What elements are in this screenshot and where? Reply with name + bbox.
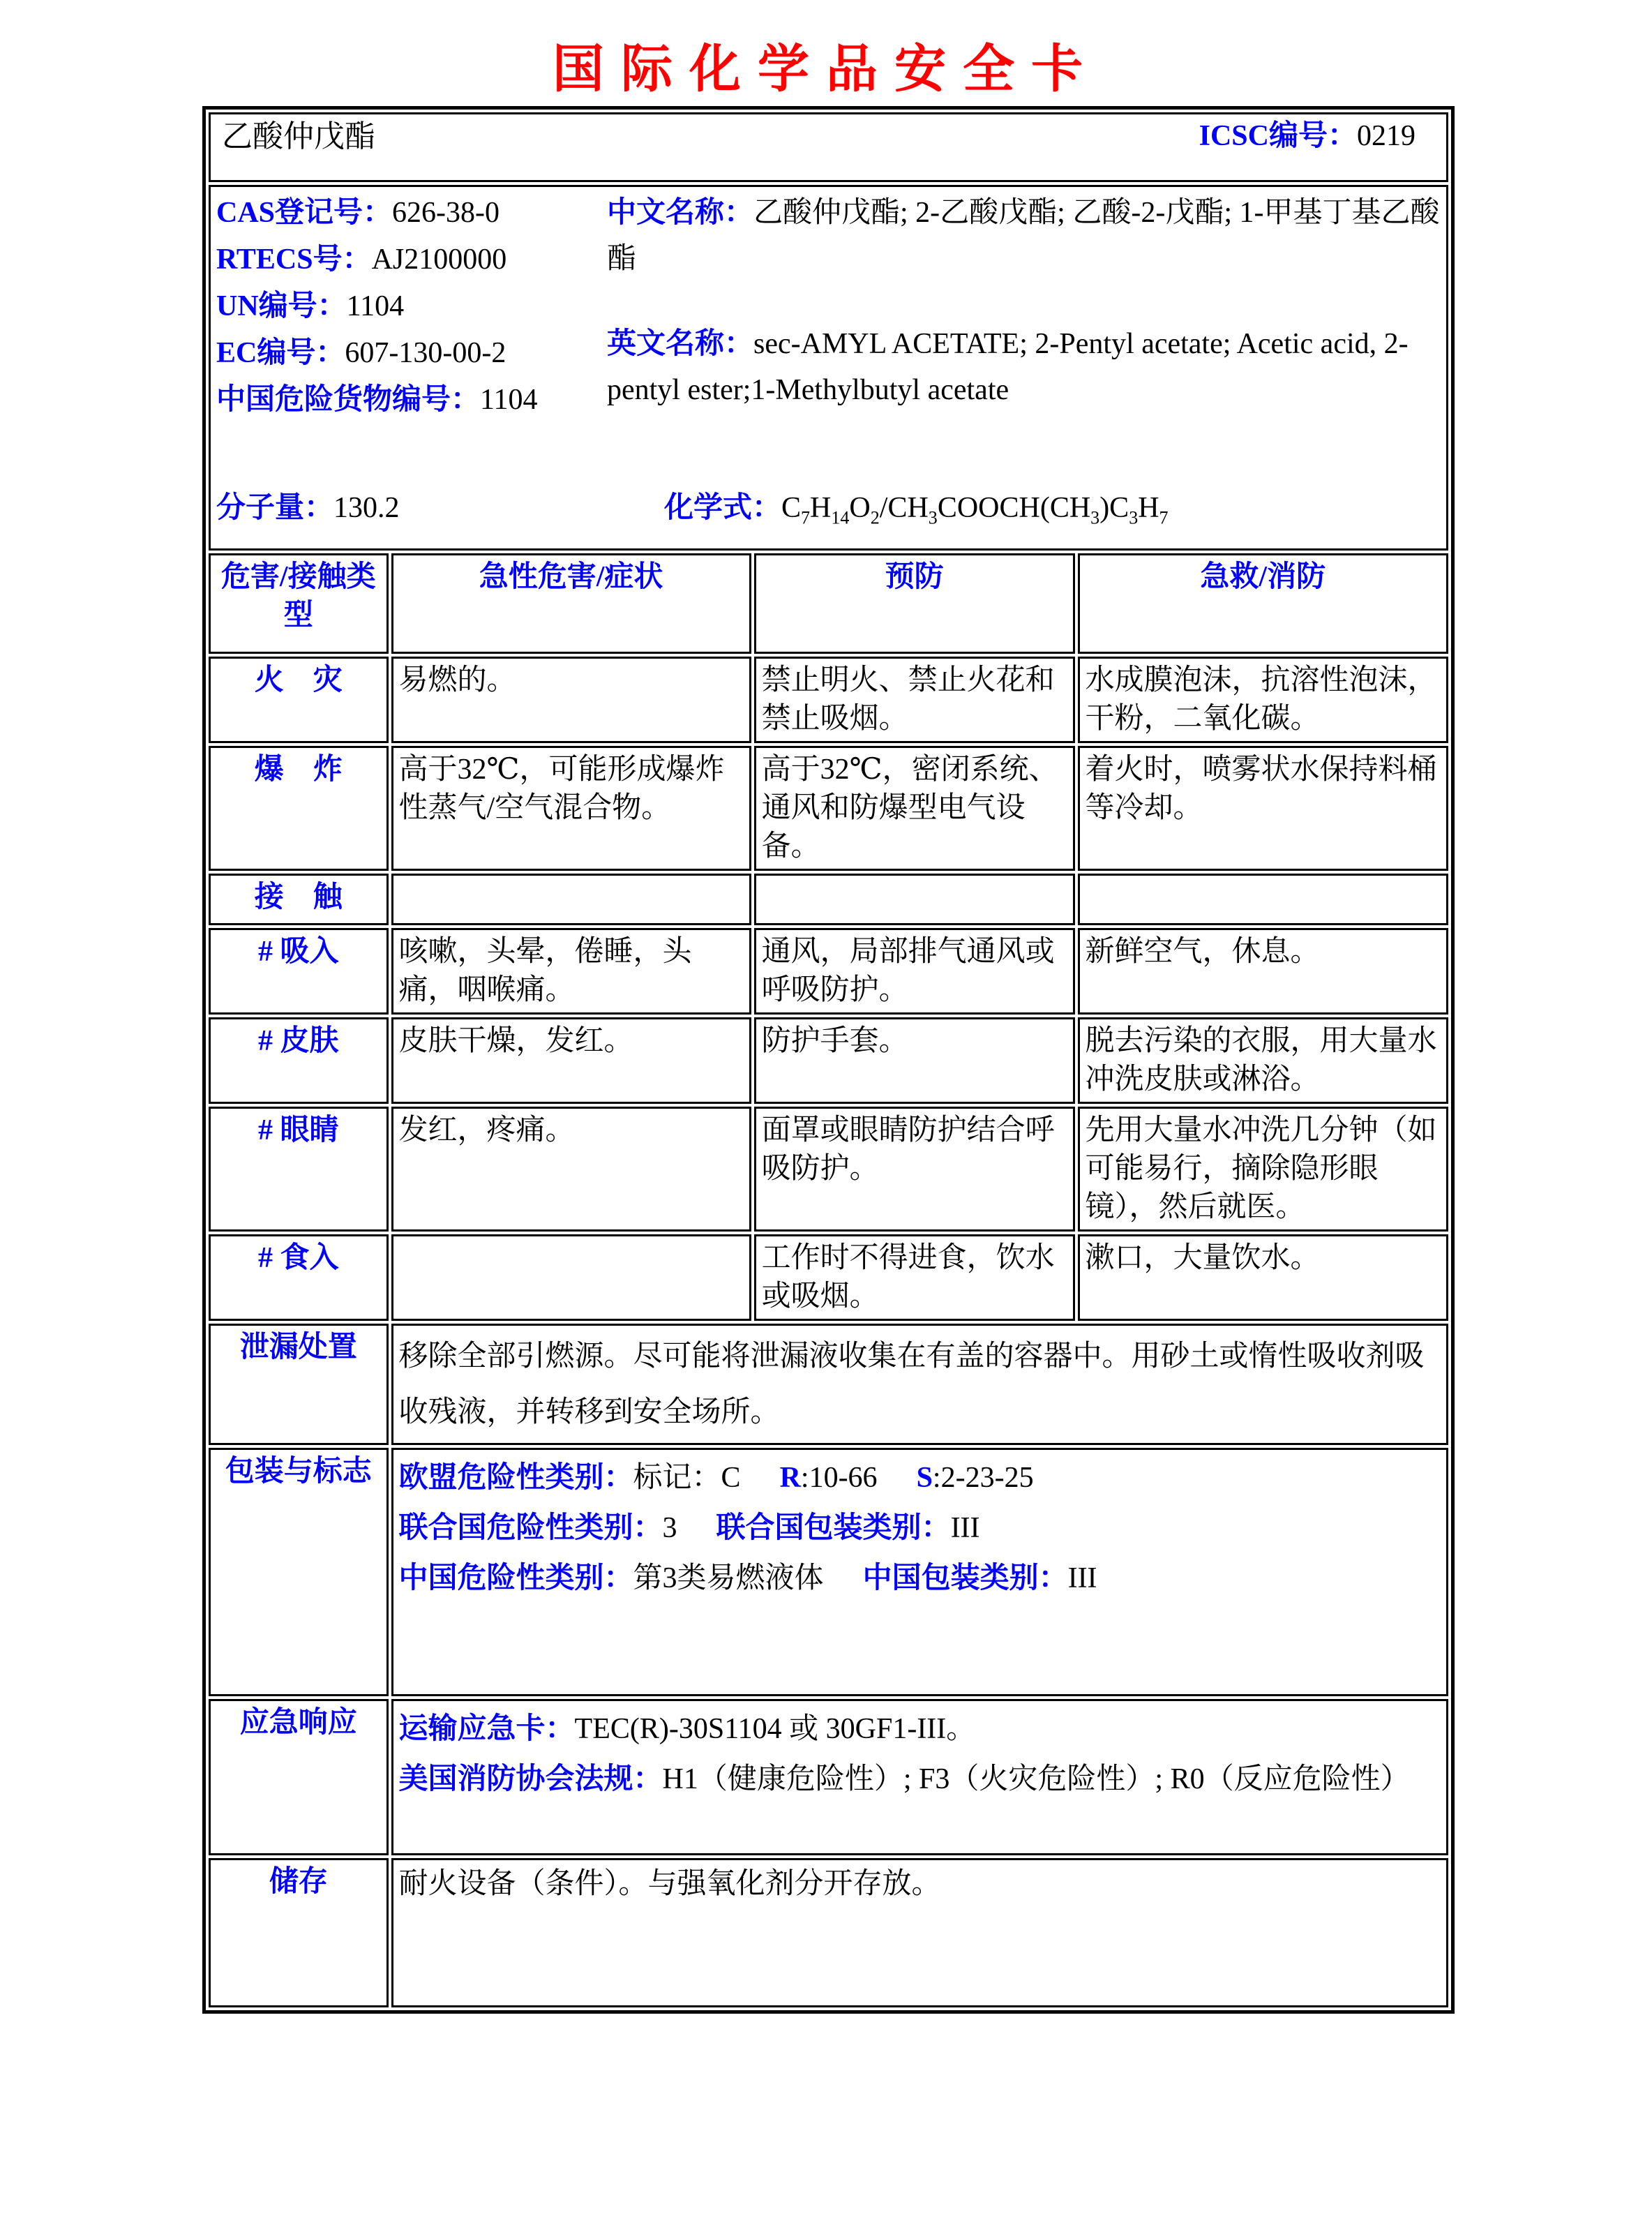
- skin-prevention: 防护手套。: [754, 1017, 1075, 1104]
- s-phrase-value: :2-23-25: [932, 1462, 1034, 1494]
- ec-line: [216, 330, 607, 377]
- un-class-line: [399, 1503, 1441, 1553]
- name-row-cell: [209, 112, 1448, 182]
- english-name-label: 英文名称：: [607, 328, 754, 360]
- header-hazard-type: 危害/接触类型: [209, 553, 389, 654]
- spill-text: 移除全部引燃源。尽可能将泄漏液收集在有盖的容器中。用砂土或惰性吸收剂吸收残液，并转移到安全场所。: [398, 1340, 1425, 1428]
- eu-class-line: [399, 1453, 1441, 1503]
- exposure-prevention: [754, 874, 1075, 925]
- ingestion-response: 漱口，大量饮水。: [1078, 1234, 1448, 1321]
- storage-label: 储存: [209, 1858, 389, 2007]
- skin-label: # 皮肤: [209, 1017, 389, 1104]
- inhalation-prevention: 通风，局部排气通风或呼吸防护。: [754, 928, 1075, 1015]
- chinese-name-value: 乙酸仲戊酯; 2-乙酸戊酯; 乙酸-2-戊酯; 1-甲基丁基乙酸酯: [607, 197, 1440, 275]
- fire-row: [209, 657, 1448, 743]
- exposure-symptoms: [391, 874, 751, 925]
- inhalation-symptoms: 咳嗽，头晕，倦睡，头痛，咽喉痛。: [391, 928, 751, 1015]
- inhalation-response: 新鲜空气，休息。: [1078, 928, 1448, 1015]
- header-acute-symptoms: 急性危害/症状: [391, 553, 751, 654]
- ingestion-symptoms: [391, 1234, 751, 1321]
- nfpa-value: H1（健康危险性）; F3（火灾危险性）; R0（反应危险性）: [662, 1763, 1410, 1795]
- cn-pack-value: III: [1067, 1562, 1097, 1594]
- fire-response: 水成膜泡沫，抗溶性泡沫，干粉，二氧化碳。: [1078, 657, 1448, 743]
- header-firstaid-fire: 急救/消防: [1078, 553, 1448, 654]
- china-dg-line: [216, 377, 607, 424]
- icsc-value: 0219: [1357, 120, 1416, 152]
- rtecs-value: AJ2100000: [371, 244, 507, 276]
- cn-class-line: [399, 1553, 1441, 1603]
- un-value: 1104: [346, 290, 405, 322]
- transport-card-line: [399, 1704, 1441, 1754]
- molecular-weight-line: [216, 489, 607, 527]
- un-label: UN编号：: [216, 290, 347, 322]
- spill-row: [209, 1324, 1448, 1445]
- molecular-weight-label: 分子量：: [216, 492, 334, 524]
- spill-label: 泄漏处置: [209, 1324, 389, 1445]
- name-row: [209, 112, 1448, 182]
- english-name-para: [607, 321, 1441, 413]
- ec-label: EC编号：: [216, 337, 345, 369]
- ingestion-row: [209, 1234, 1448, 1321]
- exposure-label: 接 触: [209, 874, 389, 925]
- cas-line: [216, 190, 607, 237]
- fire-label: 火 灾: [209, 657, 389, 743]
- inhalation-row: [209, 928, 1448, 1015]
- rtecs-line: [216, 237, 607, 283]
- eyes-symptoms: 发红，疼痛。: [391, 1107, 751, 1232]
- skin-response: 脱去污染的衣服，用大量水冲洗皮肤或淋浴。: [1078, 1017, 1448, 1104]
- cn-class-value: 第3类易燃液体: [633, 1562, 824, 1594]
- formula-value: $C_7H_{14}O_2/CH_3COOCH(CH_3)C_3H_7$: [781, 492, 1169, 528]
- un-class-value: 3: [662, 1512, 677, 1544]
- ec-value: 607-130-00-2: [345, 337, 506, 369]
- identifier-list: [216, 190, 607, 424]
- spill-text-cell: [391, 1324, 1448, 1445]
- storage-cell: [391, 1858, 1448, 2007]
- formula-label: 化学式：: [664, 492, 782, 524]
- exposure-response: [1078, 874, 1448, 925]
- packaging-row: [209, 1448, 1448, 1696]
- page-title: 国际化学品安全卡: [553, 41, 1099, 98]
- chinese-name-para: [607, 190, 1441, 282]
- eyes-row: [209, 1107, 1448, 1232]
- un-line: [216, 283, 607, 330]
- r-phrase-label: R: [779, 1462, 801, 1494]
- identity-cell: [209, 185, 1448, 551]
- skin-symptoms: 皮肤干燥，发红。: [391, 1017, 751, 1104]
- eyes-prevention: 面罩或眼睛防护结合呼吸防护。: [754, 1107, 1075, 1232]
- molecular-weight-value: 130.2: [333, 492, 400, 524]
- r-phrase-value: :10-66: [800, 1462, 878, 1494]
- eu-class-label: 欧盟危险性类别：: [398, 1462, 633, 1494]
- storage-text: 耐火设备（条件）。与强氧化剂分开存放。: [398, 1868, 941, 1900]
- un-pack-value: III: [950, 1512, 980, 1544]
- explosion-symptoms: 高于32℃，可能形成爆炸性蒸气/空气混合物。: [391, 746, 751, 871]
- hazard-header-row: [209, 553, 1448, 654]
- nfpa-label: 美国消防协会法规：: [398, 1763, 663, 1795]
- icsc-number: [1199, 117, 1441, 156]
- explosion-label: 爆 炸: [209, 746, 389, 871]
- nfpa-line: [399, 1754, 1441, 1804]
- explosion-prevention: 高于32℃，密闭系统、通风和防爆型电气设备。: [754, 746, 1075, 871]
- storage-row: [209, 1858, 1448, 2007]
- china-dg-label: 中国危险货物编号：: [216, 384, 481, 416]
- eyes-response: 先用大量水冲洗几分钟（如可能易行，摘除隐形眼镜），然后就医。: [1078, 1107, 1448, 1232]
- s-phrase-label: S: [916, 1462, 933, 1494]
- formula-line: [607, 489, 1169, 527]
- fire-prevention: 禁止明火、禁止火花和禁止吸烟。: [754, 657, 1075, 743]
- ingestion-label: # 食入: [209, 1234, 389, 1321]
- fire-symptoms: 易燃的。: [391, 657, 751, 743]
- rtecs-label: RTECS号：: [216, 244, 372, 276]
- identity-row: [209, 185, 1448, 551]
- china-dg-value: 1104: [480, 384, 538, 416]
- packaging-label: 包装与标志: [209, 1448, 389, 1696]
- transport-card-value: TEC(R)-30S1104 或 30GF1-III。: [574, 1713, 976, 1745]
- name-list: [607, 190, 1441, 424]
- cas-value: 626-38-0: [392, 197, 500, 229]
- un-pack-label: 联合国包装类别：: [716, 1512, 951, 1544]
- explosion-row: [209, 746, 1448, 871]
- packaging-cell: [391, 1448, 1448, 1696]
- un-class-label: 联合国危险性类别：: [398, 1512, 663, 1544]
- transport-card-label: 运输应急卡：: [398, 1713, 575, 1745]
- emergency-cell: [391, 1699, 1448, 1855]
- emergency-label: 应急响应: [209, 1699, 389, 1855]
- header-prevention: 预防: [754, 553, 1075, 654]
- icsc-label: ICSC编号：: [1199, 120, 1357, 152]
- eu-mark-value: 标记：C: [633, 1462, 741, 1494]
- exposure-row: [209, 874, 1448, 925]
- cn-pack-label: 中国包装类别：: [862, 1562, 1068, 1594]
- safety-card-table: [202, 106, 1455, 2014]
- emergency-row: [209, 1699, 1448, 1855]
- inhalation-label: # 吸入: [209, 928, 389, 1015]
- substance-name: 乙酸仲戊酯: [222, 119, 375, 154]
- cas-label: CAS登记号：: [216, 197, 393, 229]
- explosion-response: 着火时，喷雾状水保持料桶等冷却。: [1078, 746, 1448, 871]
- chinese-name-label: 中文名称：: [607, 197, 754, 229]
- ingestion-prevention: 工作时不得进食，饮水或吸烟。: [754, 1234, 1075, 1321]
- cn-class-label: 中国危险性类别：: [398, 1562, 633, 1594]
- eyes-label: # 眼睛: [209, 1107, 389, 1232]
- skin-row: [209, 1017, 1448, 1104]
- english-name-value: sec-AMYL ACETATE; 2-Pentyl acetate; Acetic acid, 2-pentyl ester;1-Methylbutyl acetate: [607, 328, 1409, 406]
